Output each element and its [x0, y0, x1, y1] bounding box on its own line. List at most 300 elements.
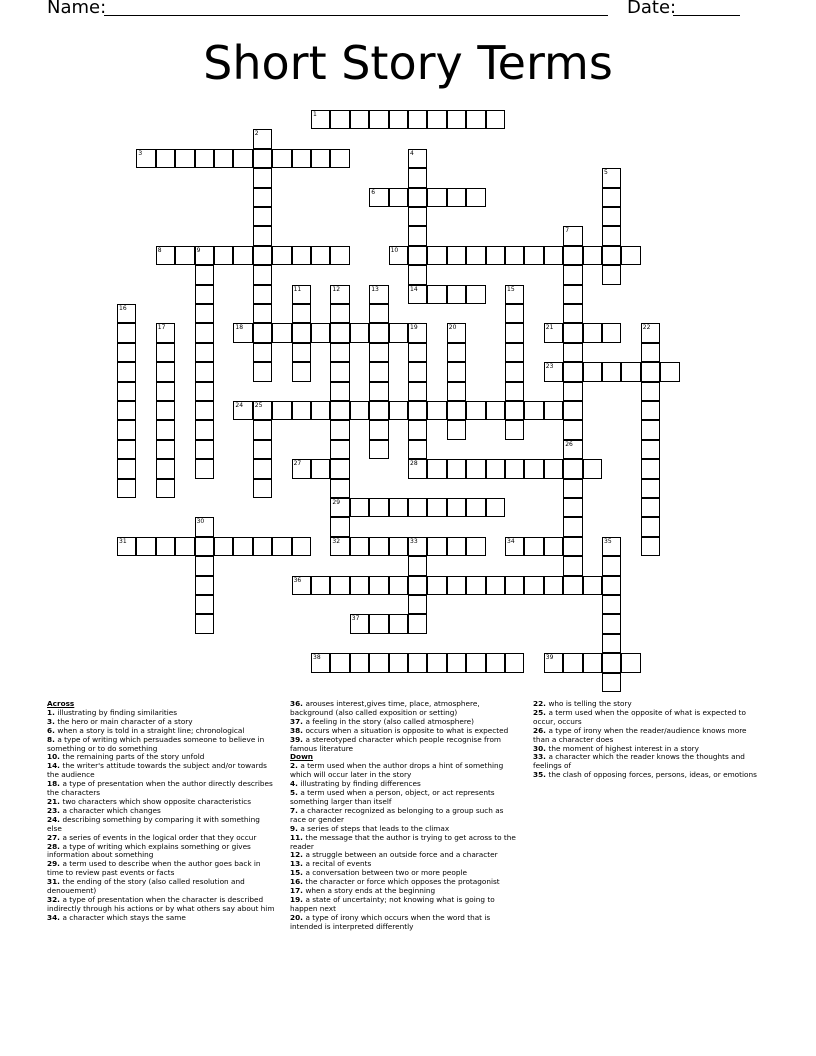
- grid-cell[interactable]: [233, 537, 252, 556]
- grid-cell[interactable]: [486, 576, 505, 595]
- grid-cell[interactable]: [253, 265, 272, 284]
- grid-cell[interactable]: [175, 537, 194, 556]
- grid-cell[interactable]: [660, 362, 679, 381]
- grid-cell[interactable]: [505, 401, 524, 420]
- grid-cell[interactable]: [292, 304, 311, 323]
- grid-cell[interactable]: [117, 362, 136, 381]
- grid-cell[interactable]: [136, 537, 155, 556]
- grid-cell[interactable]: [466, 188, 485, 207]
- grid-cell[interactable]: [427, 401, 446, 420]
- grid-cell[interactable]: [602, 595, 621, 614]
- grid-cell[interactable]: [544, 323, 563, 342]
- grid-cell[interactable]: [253, 149, 272, 168]
- grid-cell[interactable]: [156, 246, 175, 265]
- name-field[interactable]: [104, 15, 608, 16]
- grid-cell[interactable]: [156, 343, 175, 362]
- grid-cell[interactable]: [408, 285, 427, 304]
- grid-cell[interactable]: [447, 498, 466, 517]
- grid-cell[interactable]: [524, 576, 543, 595]
- grid-cell[interactable]: [466, 576, 485, 595]
- grid-cell[interactable]: [117, 440, 136, 459]
- grid-cell[interactable]: [408, 498, 427, 517]
- grid-cell[interactable]: [369, 653, 388, 672]
- grid-cell[interactable]: [641, 343, 660, 362]
- grid-cell[interactable]: [641, 323, 660, 342]
- grid-cell[interactable]: [389, 323, 408, 342]
- grid-cell[interactable]: [641, 479, 660, 498]
- grid-cell[interactable]: [369, 304, 388, 323]
- grid-cell[interactable]: [330, 285, 349, 304]
- grid-cell[interactable]: [214, 537, 233, 556]
- grid-cell[interactable]: [427, 110, 446, 129]
- grid-cell[interactable]: [408, 440, 427, 459]
- grid-cell[interactable]: [175, 246, 194, 265]
- grid-cell[interactable]: [563, 459, 582, 478]
- grid-cell[interactable]: [253, 362, 272, 381]
- grid-cell[interactable]: [408, 149, 427, 168]
- grid-cell[interactable]: [195, 517, 214, 536]
- grid-cell[interactable]: [641, 498, 660, 517]
- grid-cell[interactable]: [272, 149, 291, 168]
- grid-cell[interactable]: [195, 343, 214, 362]
- grid-cell[interactable]: [544, 246, 563, 265]
- grid-cell[interactable]: [427, 246, 446, 265]
- grid-cell[interactable]: [621, 246, 640, 265]
- grid-cell[interactable]: [408, 343, 427, 362]
- grid-cell[interactable]: [311, 653, 330, 672]
- grid-cell[interactable]: [505, 323, 524, 342]
- grid-cell[interactable]: [369, 343, 388, 362]
- grid-cell[interactable]: [544, 537, 563, 556]
- grid-cell[interactable]: [544, 576, 563, 595]
- grid-cell[interactable]: [563, 226, 582, 245]
- grid-cell[interactable]: [253, 459, 272, 478]
- grid-cell[interactable]: [447, 246, 466, 265]
- grid-cell[interactable]: [466, 498, 485, 517]
- grid-cell[interactable]: [330, 343, 349, 362]
- grid-cell[interactable]: [427, 653, 446, 672]
- grid-cell[interactable]: [311, 246, 330, 265]
- grid-cell[interactable]: [408, 362, 427, 381]
- grid-cell[interactable]: [350, 498, 369, 517]
- grid-cell[interactable]: [214, 246, 233, 265]
- grid-cell[interactable]: [602, 634, 621, 653]
- grid-cell[interactable]: [505, 285, 524, 304]
- grid-cell[interactable]: [292, 343, 311, 362]
- grid-cell[interactable]: [408, 576, 427, 595]
- grid-cell[interactable]: [292, 149, 311, 168]
- grid-cell[interactable]: [156, 323, 175, 342]
- grid-cell[interactable]: [117, 304, 136, 323]
- grid-cell[interactable]: [583, 576, 602, 595]
- grid-cell[interactable]: [544, 401, 563, 420]
- grid-cell[interactable]: [466, 246, 485, 265]
- grid-cell[interactable]: [602, 168, 621, 187]
- grid-cell[interactable]: [466, 537, 485, 556]
- grid-cell[interactable]: [447, 188, 466, 207]
- grid-cell[interactable]: [408, 556, 427, 575]
- grid-cell[interactable]: [350, 653, 369, 672]
- grid-cell[interactable]: [233, 401, 252, 420]
- grid-cell[interactable]: [505, 362, 524, 381]
- grid-cell[interactable]: [486, 246, 505, 265]
- grid-cell[interactable]: [350, 537, 369, 556]
- grid-cell[interactable]: [311, 110, 330, 129]
- grid-cell[interactable]: [117, 459, 136, 478]
- grid-cell[interactable]: [311, 323, 330, 342]
- grid-cell[interactable]: [117, 382, 136, 401]
- grid-cell[interactable]: [369, 614, 388, 633]
- grid-cell[interactable]: [253, 129, 272, 148]
- grid-cell[interactable]: [563, 517, 582, 536]
- grid-cell[interactable]: [427, 498, 446, 517]
- grid-cell[interactable]: [156, 459, 175, 478]
- grid-cell[interactable]: [330, 401, 349, 420]
- grid-cell[interactable]: [486, 653, 505, 672]
- grid-cell[interactable]: [253, 440, 272, 459]
- grid-cell[interactable]: [156, 149, 175, 168]
- grid-cell[interactable]: [156, 382, 175, 401]
- grid-cell[interactable]: [602, 673, 621, 692]
- grid-cell[interactable]: [466, 653, 485, 672]
- grid-cell[interactable]: [505, 576, 524, 595]
- grid-cell[interactable]: [369, 576, 388, 595]
- grid-cell[interactable]: [563, 556, 582, 575]
- grid-cell[interactable]: [408, 401, 427, 420]
- grid-cell[interactable]: [505, 459, 524, 478]
- grid-cell[interactable]: [602, 207, 621, 226]
- grid-cell[interactable]: [369, 188, 388, 207]
- grid-cell[interactable]: [330, 304, 349, 323]
- grid-cell[interactable]: [427, 188, 446, 207]
- grid-cell[interactable]: [505, 653, 524, 672]
- grid-cell[interactable]: [195, 285, 214, 304]
- grid-cell[interactable]: [563, 382, 582, 401]
- grid-cell[interactable]: [466, 110, 485, 129]
- grid-cell[interactable]: [195, 362, 214, 381]
- grid-cell[interactable]: [408, 246, 427, 265]
- grid-cell[interactable]: [408, 459, 427, 478]
- grid-cell[interactable]: [156, 420, 175, 439]
- grid-cell[interactable]: [330, 149, 349, 168]
- grid-cell[interactable]: [641, 382, 660, 401]
- grid-cell[interactable]: [486, 401, 505, 420]
- grid-cell[interactable]: [292, 246, 311, 265]
- grid-cell[interactable]: [253, 537, 272, 556]
- grid-cell[interactable]: [602, 226, 621, 245]
- grid-cell[interactable]: [330, 498, 349, 517]
- grid-cell[interactable]: [195, 382, 214, 401]
- grid-cell[interactable]: [253, 188, 272, 207]
- grid-cell[interactable]: [330, 440, 349, 459]
- date-field[interactable]: [673, 15, 740, 16]
- grid-cell[interactable]: [505, 537, 524, 556]
- grid-cell[interactable]: [292, 576, 311, 595]
- grid-cell[interactable]: [524, 537, 543, 556]
- grid-cell[interactable]: [253, 323, 272, 342]
- grid-cell[interactable]: [156, 362, 175, 381]
- grid-cell[interactable]: [602, 188, 621, 207]
- grid-cell[interactable]: [369, 420, 388, 439]
- grid-cell[interactable]: [253, 420, 272, 439]
- grid-cell[interactable]: [621, 362, 640, 381]
- grid-cell[interactable]: [602, 246, 621, 265]
- grid-cell[interactable]: [253, 479, 272, 498]
- grid-cell[interactable]: [389, 576, 408, 595]
- grid-cell[interactable]: [427, 459, 446, 478]
- grid-cell[interactable]: [563, 653, 582, 672]
- grid-cell[interactable]: [408, 226, 427, 245]
- grid-cell[interactable]: [427, 576, 446, 595]
- grid-cell[interactable]: [195, 304, 214, 323]
- grid-cell[interactable]: [195, 556, 214, 575]
- grid-cell[interactable]: [330, 323, 349, 342]
- grid-cell[interactable]: [621, 653, 640, 672]
- grid-cell[interactable]: [408, 420, 427, 439]
- grid-cell[interactable]: [563, 304, 582, 323]
- grid-cell[interactable]: [272, 537, 291, 556]
- grid-cell[interactable]: [389, 498, 408, 517]
- grid-cell[interactable]: [369, 362, 388, 381]
- grid-cell[interactable]: [447, 420, 466, 439]
- grid-cell[interactable]: [350, 323, 369, 342]
- grid-cell[interactable]: [408, 382, 427, 401]
- grid-cell[interactable]: [641, 401, 660, 420]
- grid-cell[interactable]: [330, 479, 349, 498]
- grid-cell[interactable]: [505, 304, 524, 323]
- grid-cell[interactable]: [195, 459, 214, 478]
- grid-cell[interactable]: [408, 110, 427, 129]
- grid-cell[interactable]: [427, 537, 446, 556]
- grid-cell[interactable]: [408, 653, 427, 672]
- grid-cell[interactable]: [389, 653, 408, 672]
- grid-cell[interactable]: [447, 362, 466, 381]
- grid-cell[interactable]: [292, 537, 311, 556]
- grid-cell[interactable]: [292, 401, 311, 420]
- grid-cell[interactable]: [156, 440, 175, 459]
- grid-cell[interactable]: [195, 614, 214, 633]
- grid-cell[interactable]: [583, 323, 602, 342]
- grid-cell[interactable]: [486, 498, 505, 517]
- grid-cell[interactable]: [641, 459, 660, 478]
- grid-cell[interactable]: [389, 246, 408, 265]
- grid-cell[interactable]: [544, 459, 563, 478]
- grid-cell[interactable]: [195, 149, 214, 168]
- grid-cell[interactable]: [156, 479, 175, 498]
- grid-cell[interactable]: [389, 188, 408, 207]
- grid-cell[interactable]: [253, 246, 272, 265]
- grid-cell[interactable]: [195, 537, 214, 556]
- grid-cell[interactable]: [466, 401, 485, 420]
- grid-cell[interactable]: [524, 246, 543, 265]
- grid-cell[interactable]: [195, 595, 214, 614]
- grid-cell[interactable]: [641, 420, 660, 439]
- grid-cell[interactable]: [447, 285, 466, 304]
- grid-cell[interactable]: [292, 323, 311, 342]
- grid-cell[interactable]: [253, 343, 272, 362]
- grid-cell[interactable]: [563, 265, 582, 284]
- grid-cell[interactable]: [544, 362, 563, 381]
- grid-cell[interactable]: [233, 323, 252, 342]
- grid-cell[interactable]: [272, 323, 291, 342]
- grid-cell[interactable]: [505, 343, 524, 362]
- grid-cell[interactable]: [447, 653, 466, 672]
- grid-cell[interactable]: [427, 285, 446, 304]
- grid-cell[interactable]: [330, 653, 349, 672]
- grid-cell[interactable]: [253, 285, 272, 304]
- grid-cell[interactable]: [641, 362, 660, 381]
- grid-cell[interactable]: [330, 459, 349, 478]
- grid-cell[interactable]: [408, 168, 427, 187]
- grid-cell[interactable]: [583, 459, 602, 478]
- grid-cell[interactable]: [214, 149, 233, 168]
- grid-cell[interactable]: [563, 420, 582, 439]
- grid-cell[interactable]: [583, 653, 602, 672]
- grid-cell[interactable]: [602, 265, 621, 284]
- grid-cell[interactable]: [447, 323, 466, 342]
- grid-cell[interactable]: [408, 595, 427, 614]
- grid-cell[interactable]: [253, 226, 272, 245]
- grid-cell[interactable]: [117, 343, 136, 362]
- grid-cell[interactable]: [117, 420, 136, 439]
- grid-cell[interactable]: [330, 110, 349, 129]
- grid-cell[interactable]: [195, 323, 214, 342]
- grid-cell[interactable]: [311, 149, 330, 168]
- grid-cell[interactable]: [563, 343, 582, 362]
- grid-cell[interactable]: [408, 537, 427, 556]
- grid-cell[interactable]: [544, 653, 563, 672]
- grid-cell[interactable]: [233, 246, 252, 265]
- grid-cell[interactable]: [486, 110, 505, 129]
- grid-cell[interactable]: [466, 459, 485, 478]
- grid-cell[interactable]: [447, 537, 466, 556]
- grid-cell[interactable]: [117, 323, 136, 342]
- grid-cell[interactable]: [292, 285, 311, 304]
- grid-cell[interactable]: [602, 576, 621, 595]
- grid-cell[interactable]: [195, 576, 214, 595]
- grid-cell[interactable]: [330, 362, 349, 381]
- grid-cell[interactable]: [486, 459, 505, 478]
- grid-cell[interactable]: [447, 459, 466, 478]
- grid-cell[interactable]: [505, 382, 524, 401]
- grid-cell[interactable]: [253, 207, 272, 226]
- grid-cell[interactable]: [505, 246, 524, 265]
- grid-cell[interactable]: [563, 323, 582, 342]
- grid-cell[interactable]: [330, 382, 349, 401]
- grid-cell[interactable]: [369, 110, 388, 129]
- grid-cell[interactable]: [563, 285, 582, 304]
- grid-cell[interactable]: [175, 149, 194, 168]
- grid-cell[interactable]: [330, 537, 349, 556]
- grid-cell[interactable]: [350, 576, 369, 595]
- grid-cell[interactable]: [408, 614, 427, 633]
- grid-cell[interactable]: [447, 576, 466, 595]
- grid-cell[interactable]: [350, 401, 369, 420]
- grid-cell[interactable]: [233, 149, 252, 168]
- grid-cell[interactable]: [602, 362, 621, 381]
- grid-cell[interactable]: [641, 440, 660, 459]
- grid-cell[interactable]: [641, 537, 660, 556]
- grid-cell[interactable]: [602, 323, 621, 342]
- grid-cell[interactable]: [447, 401, 466, 420]
- grid-cell[interactable]: [369, 323, 388, 342]
- grid-cell[interactable]: [253, 304, 272, 323]
- grid-cell[interactable]: [602, 556, 621, 575]
- grid-cell[interactable]: [330, 246, 349, 265]
- grid-cell[interactable]: [389, 110, 408, 129]
- grid-cell[interactable]: [330, 517, 349, 536]
- grid-cell[interactable]: [563, 537, 582, 556]
- grid-cell[interactable]: [563, 479, 582, 498]
- grid-cell[interactable]: [253, 401, 272, 420]
- grid-cell[interactable]: [117, 401, 136, 420]
- grid-cell[interactable]: [292, 362, 311, 381]
- grid-cell[interactable]: [369, 285, 388, 304]
- grid-cell[interactable]: [583, 246, 602, 265]
- grid-cell[interactable]: [408, 323, 427, 342]
- grid-cell[interactable]: [369, 440, 388, 459]
- grid-cell[interactable]: [195, 265, 214, 284]
- grid-cell[interactable]: [602, 614, 621, 633]
- grid-cell[interactable]: [195, 440, 214, 459]
- grid-cell[interactable]: [408, 265, 427, 284]
- grid-cell[interactable]: [563, 401, 582, 420]
- grid-cell[interactable]: [602, 653, 621, 672]
- grid-cell[interactable]: [350, 110, 369, 129]
- grid-cell[interactable]: [563, 362, 582, 381]
- grid-cell[interactable]: [136, 149, 155, 168]
- grid-cell[interactable]: [369, 537, 388, 556]
- grid-cell[interactable]: [272, 401, 291, 420]
- grid-cell[interactable]: [447, 343, 466, 362]
- grid-cell[interactable]: [272, 246, 291, 265]
- grid-cell[interactable]: [117, 537, 136, 556]
- grid-cell[interactable]: [195, 246, 214, 265]
- grid-cell[interactable]: [330, 576, 349, 595]
- grid-cell[interactable]: [253, 168, 272, 187]
- grid-cell[interactable]: [156, 537, 175, 556]
- grid-cell[interactable]: [389, 537, 408, 556]
- grid-cell[interactable]: [408, 188, 427, 207]
- grid-cell[interactable]: [583, 362, 602, 381]
- grid-cell[interactable]: [563, 576, 582, 595]
- grid-cell[interactable]: [408, 207, 427, 226]
- grid-cell[interactable]: [350, 614, 369, 633]
- grid-cell[interactable]: [117, 479, 136, 498]
- grid-cell[interactable]: [311, 459, 330, 478]
- grid-cell[interactable]: [563, 246, 582, 265]
- grid-cell[interactable]: [311, 576, 330, 595]
- grid-cell[interactable]: [563, 498, 582, 517]
- grid-cell[interactable]: [447, 382, 466, 401]
- grid-cell[interactable]: [389, 401, 408, 420]
- grid-cell[interactable]: [195, 401, 214, 420]
- grid-cell[interactable]: [524, 401, 543, 420]
- grid-cell[interactable]: [505, 420, 524, 439]
- grid-cell[interactable]: [466, 285, 485, 304]
- grid-cell[interactable]: [389, 614, 408, 633]
- grid-cell[interactable]: [641, 517, 660, 536]
- grid-cell[interactable]: [447, 110, 466, 129]
- grid-cell[interactable]: [602, 537, 621, 556]
- grid-cell[interactable]: [369, 401, 388, 420]
- grid-cell[interactable]: [369, 382, 388, 401]
- grid-cell[interactable]: [156, 401, 175, 420]
- grid-cell[interactable]: [524, 459, 543, 478]
- grid-cell[interactable]: [311, 401, 330, 420]
- grid-cell[interactable]: [369, 498, 388, 517]
- grid-cell[interactable]: [330, 420, 349, 439]
